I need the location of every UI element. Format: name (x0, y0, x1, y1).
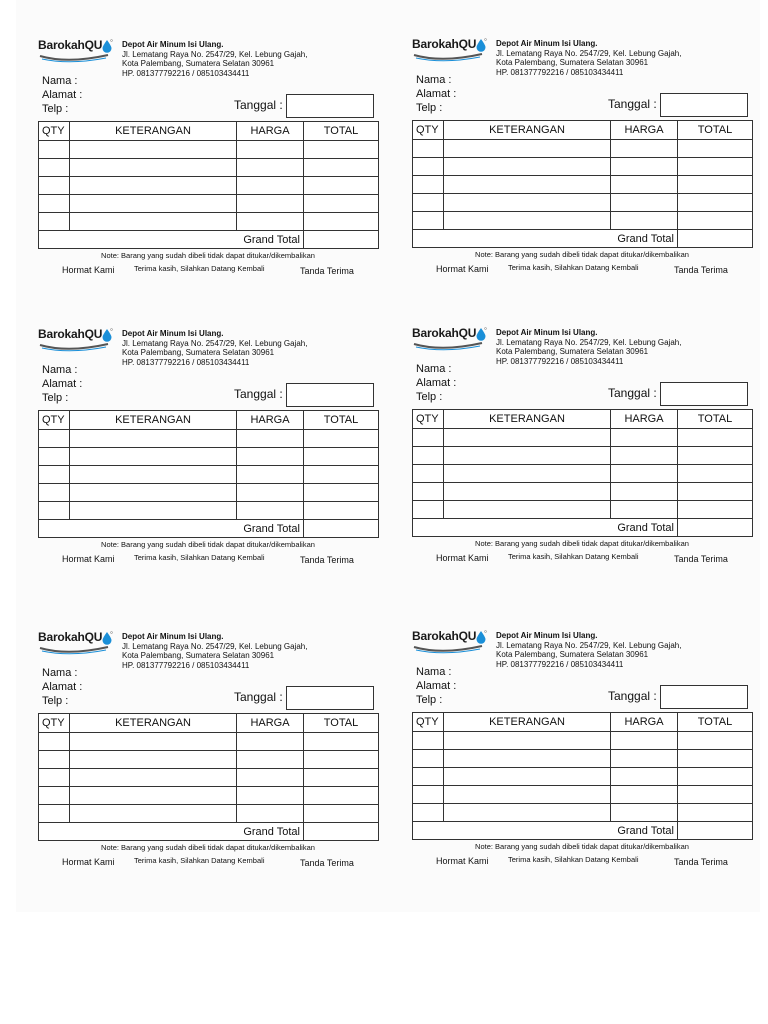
terima-kasih: Terima kasih, Silahkan Datang Kembali (134, 856, 265, 865)
brand-logo (38, 630, 116, 656)
table-row[interactable] (39, 484, 379, 502)
col-qty: QTY (413, 121, 444, 140)
water-drop-icon (101, 328, 113, 342)
table-row[interactable] (413, 194, 753, 212)
customer-fields (42, 666, 82, 708)
receipt (38, 32, 382, 282)
tanggal-field[interactable] (660, 93, 748, 117)
logo-text: BarokahQU (38, 327, 103, 341)
note-text: Note: Barang yang sudah dibeli tidak dapat ditukar/dikembalikan (101, 251, 315, 260)
tanda-terima: Tanda Terima (300, 858, 354, 868)
table-header-row (39, 714, 379, 733)
note-text: Note: Barang yang sudah dibeli tidak dapat ditukar/dikembalikan (475, 539, 689, 548)
note-text: Note: Barang yang sudah dibeli tidak dapat ditukar/dikembalikan (101, 843, 315, 852)
table-row[interactable] (39, 805, 379, 823)
grand-total-value[interactable] (304, 231, 379, 249)
label-alamat: Alamat : (416, 377, 457, 389)
col-harga: HARGA (237, 122, 304, 141)
swoosh-logo-mark (38, 644, 110, 656)
swoosh-logo-mark (412, 340, 484, 352)
grand-total-value[interactable] (304, 520, 379, 538)
swoosh-logo-mark (38, 52, 110, 64)
company-phone: HP. 081377792216 / 085103434411 (496, 356, 624, 366)
logo-text: BarokahQU (412, 629, 477, 643)
label-telp: Telp : (42, 103, 69, 115)
customer-fields (416, 73, 456, 115)
label-alamat: Alamat : (42, 378, 83, 390)
company-name: Depot Air Minum Isi Ulang. (496, 39, 598, 48)
col-keterangan: KETERANGAN (444, 713, 611, 732)
company-info (122, 632, 307, 670)
label-nama: Nama : (42, 75, 78, 87)
swoosh-logo-mark (38, 341, 110, 353)
grand-total-row (39, 823, 379, 841)
table-row[interactable] (39, 448, 379, 466)
table-header-row (413, 410, 753, 429)
hormat-kami: Hormat Kami (62, 265, 115, 275)
water-drop-icon (101, 39, 113, 53)
table-row[interactable] (413, 429, 753, 447)
swoosh-logo-mark (412, 51, 484, 63)
receipt (38, 624, 382, 874)
brand-logo (412, 37, 490, 63)
items-table (38, 410, 379, 538)
brand-logo (412, 326, 490, 352)
note-text: Note: Barang yang sudah dibeli tidak dapat ditukar/dikembalikan (101, 540, 315, 549)
table-row[interactable] (39, 177, 379, 195)
hormat-kami: Hormat Kami (62, 857, 115, 867)
company-phone: HP. 081377792216 / 085103434411 (122, 68, 250, 78)
items-table (412, 120, 753, 248)
table-header-row (39, 411, 379, 430)
company-address-2: Kota Palembang, Sumatera Selatan 30961 (122, 348, 275, 358)
table-row[interactable] (413, 804, 753, 822)
water-drop-icon (475, 38, 487, 52)
table-row[interactable] (39, 502, 379, 520)
table-row[interactable] (413, 483, 753, 501)
company-address-1: Jl. Lematang Raya No. 2547/29, Kel. Lebung Gajah, (496, 48, 682, 58)
brand-logo (38, 38, 116, 64)
col-harga: HARGA (237, 411, 304, 430)
table-row[interactable] (39, 195, 379, 213)
items-table (412, 712, 753, 840)
terima-kasih: Terima kasih, Silahkan Datang Kembali (134, 264, 265, 273)
label-tanggal: Tanggal : (608, 689, 657, 703)
company-name: Depot Air Minum Isi Ulang. (496, 631, 598, 640)
col-total: TOTAL (304, 714, 379, 733)
table-row[interactable] (39, 466, 379, 484)
label-tanggal: Tanggal : (234, 387, 283, 401)
label-alamat: Alamat : (416, 88, 457, 100)
grand-total-value[interactable] (304, 823, 379, 841)
logo-text: BarokahQU (38, 630, 103, 644)
tanggal-field[interactable] (286, 383, 374, 407)
company-address-1: Jl. Lematang Raya No. 2547/29, Kel. Lebung Gajah, (122, 338, 308, 348)
brand-logo (412, 629, 490, 655)
col-harga: HARGA (611, 410, 678, 429)
col-qty: QTY (39, 714, 70, 733)
logo-text: BarokahQU (38, 38, 103, 52)
logo-text: BarokahQU (412, 37, 477, 51)
tanggal-field[interactable] (660, 685, 748, 709)
customer-fields (416, 362, 456, 404)
company-phone: HP. 081377792216 / 085103434411 (496, 659, 624, 669)
table-row[interactable] (413, 158, 753, 176)
company-address-1: Jl. Lematang Raya No. 2547/29, Kel. Lebung Gajah, (122, 49, 308, 59)
label-nama: Nama : (42, 667, 78, 679)
grand-total-label: Grand Total (413, 519, 678, 537)
label-tanggal: Tanggal : (234, 98, 283, 112)
col-keterangan: KETERANGAN (444, 121, 611, 140)
col-total: TOTAL (678, 713, 753, 732)
company-name: Depot Air Minum Isi Ulang. (122, 329, 224, 338)
company-info (496, 631, 681, 669)
water-drop-icon (475, 630, 487, 644)
customer-fields (42, 74, 82, 116)
col-total: TOTAL (304, 122, 379, 141)
grand-total-label: Grand Total (413, 822, 678, 840)
table-row[interactable] (413, 212, 753, 230)
col-qty: QTY (413, 410, 444, 429)
grand-total-row (413, 519, 753, 537)
label-nama: Nama : (416, 666, 452, 678)
table-row[interactable] (413, 732, 753, 750)
table-row[interactable] (39, 751, 379, 769)
table-row[interactable] (39, 430, 379, 448)
col-harga: HARGA (237, 714, 304, 733)
table-header-row (413, 713, 753, 732)
table-row[interactable] (39, 769, 379, 787)
label-telp: Telp : (42, 695, 69, 707)
label-tanggal: Tanggal : (608, 97, 657, 111)
company-address-1: Jl. Lematang Raya No. 2547/29, Kel. Lebung Gajah, (496, 337, 682, 347)
grand-total-row (413, 230, 753, 248)
grand-total-row (39, 520, 379, 538)
company-name: Depot Air Minum Isi Ulang. (496, 328, 598, 337)
tanda-terima: Tanda Terima (674, 265, 728, 275)
receipt (412, 31, 756, 281)
table-header-row (413, 121, 753, 140)
col-qty: QTY (413, 713, 444, 732)
label-telp: Telp : (42, 392, 69, 404)
col-total: TOTAL (678, 121, 753, 140)
company-phone: HP. 081377792216 / 085103434411 (122, 660, 250, 670)
col-harga: HARGA (611, 713, 678, 732)
label-telp: Telp : (416, 694, 443, 706)
label-alamat: Alamat : (416, 680, 457, 692)
company-name: Depot Air Minum Isi Ulang. (122, 40, 224, 49)
company-info (496, 328, 681, 366)
table-row[interactable] (39, 159, 379, 177)
items-table (412, 409, 753, 537)
col-qty: QTY (39, 411, 70, 430)
company-address-2: Kota Palembang, Sumatera Selatan 30961 (122, 651, 275, 661)
note-text: Note: Barang yang sudah dibeli tidak dapat ditukar/dikembalikan (475, 842, 689, 851)
items-table (38, 121, 379, 249)
table-header-row (39, 122, 379, 141)
label-nama: Nama : (416, 74, 452, 86)
label-telp: Telp : (416, 391, 443, 403)
tanggal-field[interactable] (286, 686, 374, 710)
label-alamat: Alamat : (42, 681, 83, 693)
hormat-kami: Hormat Kami (436, 264, 489, 274)
company-address-2: Kota Palembang, Sumatera Selatan 30961 (496, 347, 649, 357)
col-keterangan: KETERANGAN (70, 122, 237, 141)
tanda-terima: Tanda Terima (674, 857, 728, 867)
swoosh-logo-mark (412, 643, 484, 655)
water-drop-icon (475, 327, 487, 341)
water-drop-icon (101, 631, 113, 645)
grand-total-label: Grand Total (39, 520, 304, 538)
table-row[interactable] (413, 140, 753, 158)
col-keterangan: KETERANGAN (70, 714, 237, 733)
company-info (122, 329, 307, 367)
company-phone: HP. 081377792216 / 085103434411 (496, 67, 624, 77)
brand-logo (38, 327, 116, 353)
table-row[interactable] (39, 733, 379, 751)
customer-fields (416, 665, 456, 707)
table-row[interactable] (413, 176, 753, 194)
col-total: TOTAL (678, 410, 753, 429)
items-table (38, 713, 379, 841)
company-address-1: Jl. Lematang Raya No. 2547/29, Kel. Lebung Gajah, (496, 640, 682, 650)
terima-kasih: Terima kasih, Silahkan Datang Kembali (508, 552, 639, 561)
col-harga: HARGA (611, 121, 678, 140)
tanda-terima: Tanda Terima (300, 266, 354, 276)
label-alamat: Alamat : (42, 89, 83, 101)
tanda-terima: Tanda Terima (674, 554, 728, 564)
company-phone: HP. 081377792216 / 085103434411 (122, 357, 250, 367)
hormat-kami: Hormat Kami (62, 554, 115, 564)
customer-fields (42, 363, 82, 405)
company-info (496, 39, 681, 77)
label-nama: Nama : (42, 364, 78, 376)
terima-kasih: Terima kasih, Silahkan Datang Kembali (508, 855, 639, 864)
company-name: Depot Air Minum Isi Ulang. (122, 632, 224, 641)
grand-total-value[interactable] (678, 822, 753, 840)
tanggal-field[interactable] (660, 382, 748, 406)
grand-total-label: Grand Total (413, 230, 678, 248)
terima-kasih: Terima kasih, Silahkan Datang Kembali (134, 553, 265, 562)
table-row[interactable] (39, 787, 379, 805)
hormat-kami: Hormat Kami (436, 856, 489, 866)
table-row[interactable] (413, 768, 753, 786)
grand-total-value[interactable] (678, 519, 753, 537)
company-address-2: Kota Palembang, Sumatera Selatan 30961 (122, 59, 275, 69)
receipt (412, 320, 756, 570)
table-row[interactable] (413, 465, 753, 483)
grand-total-row (413, 822, 753, 840)
table-row[interactable] (413, 786, 753, 804)
label-nama: Nama : (416, 363, 452, 375)
col-keterangan: KETERANGAN (70, 411, 237, 430)
company-address-2: Kota Palembang, Sumatera Selatan 30961 (496, 650, 649, 660)
grand-total-value[interactable] (678, 230, 753, 248)
tanda-terima: Tanda Terima (300, 555, 354, 565)
terima-kasih: Terima kasih, Silahkan Datang Kembali (508, 263, 639, 272)
col-total: TOTAL (304, 411, 379, 430)
grand-total-row (39, 231, 379, 249)
tanggal-field[interactable] (286, 94, 374, 118)
table-row[interactable] (413, 750, 753, 768)
label-tanggal: Tanggal : (608, 386, 657, 400)
table-row[interactable] (413, 447, 753, 465)
receipt (412, 623, 756, 873)
receipt-sheet (16, 0, 760, 912)
label-tanggal: Tanggal : (234, 690, 283, 704)
col-keterangan: KETERANGAN (444, 410, 611, 429)
company-address-2: Kota Palembang, Sumatera Selatan 30961 (496, 58, 649, 68)
grand-total-label: Grand Total (39, 823, 304, 841)
note-text: Note: Barang yang sudah dibeli tidak dapat ditukar/dikembalikan (475, 250, 689, 259)
logo-text: BarokahQU (412, 326, 477, 340)
col-qty: QTY (39, 122, 70, 141)
grand-total-label: Grand Total (39, 231, 304, 249)
table-row[interactable] (413, 501, 753, 519)
table-row[interactable] (39, 213, 379, 231)
table-row[interactable] (39, 141, 379, 159)
company-address-1: Jl. Lematang Raya No. 2547/29, Kel. Lebung Gajah, (122, 641, 308, 651)
company-info (122, 40, 307, 78)
hormat-kami: Hormat Kami (436, 553, 489, 563)
label-telp: Telp : (416, 102, 443, 114)
receipt (38, 321, 382, 571)
